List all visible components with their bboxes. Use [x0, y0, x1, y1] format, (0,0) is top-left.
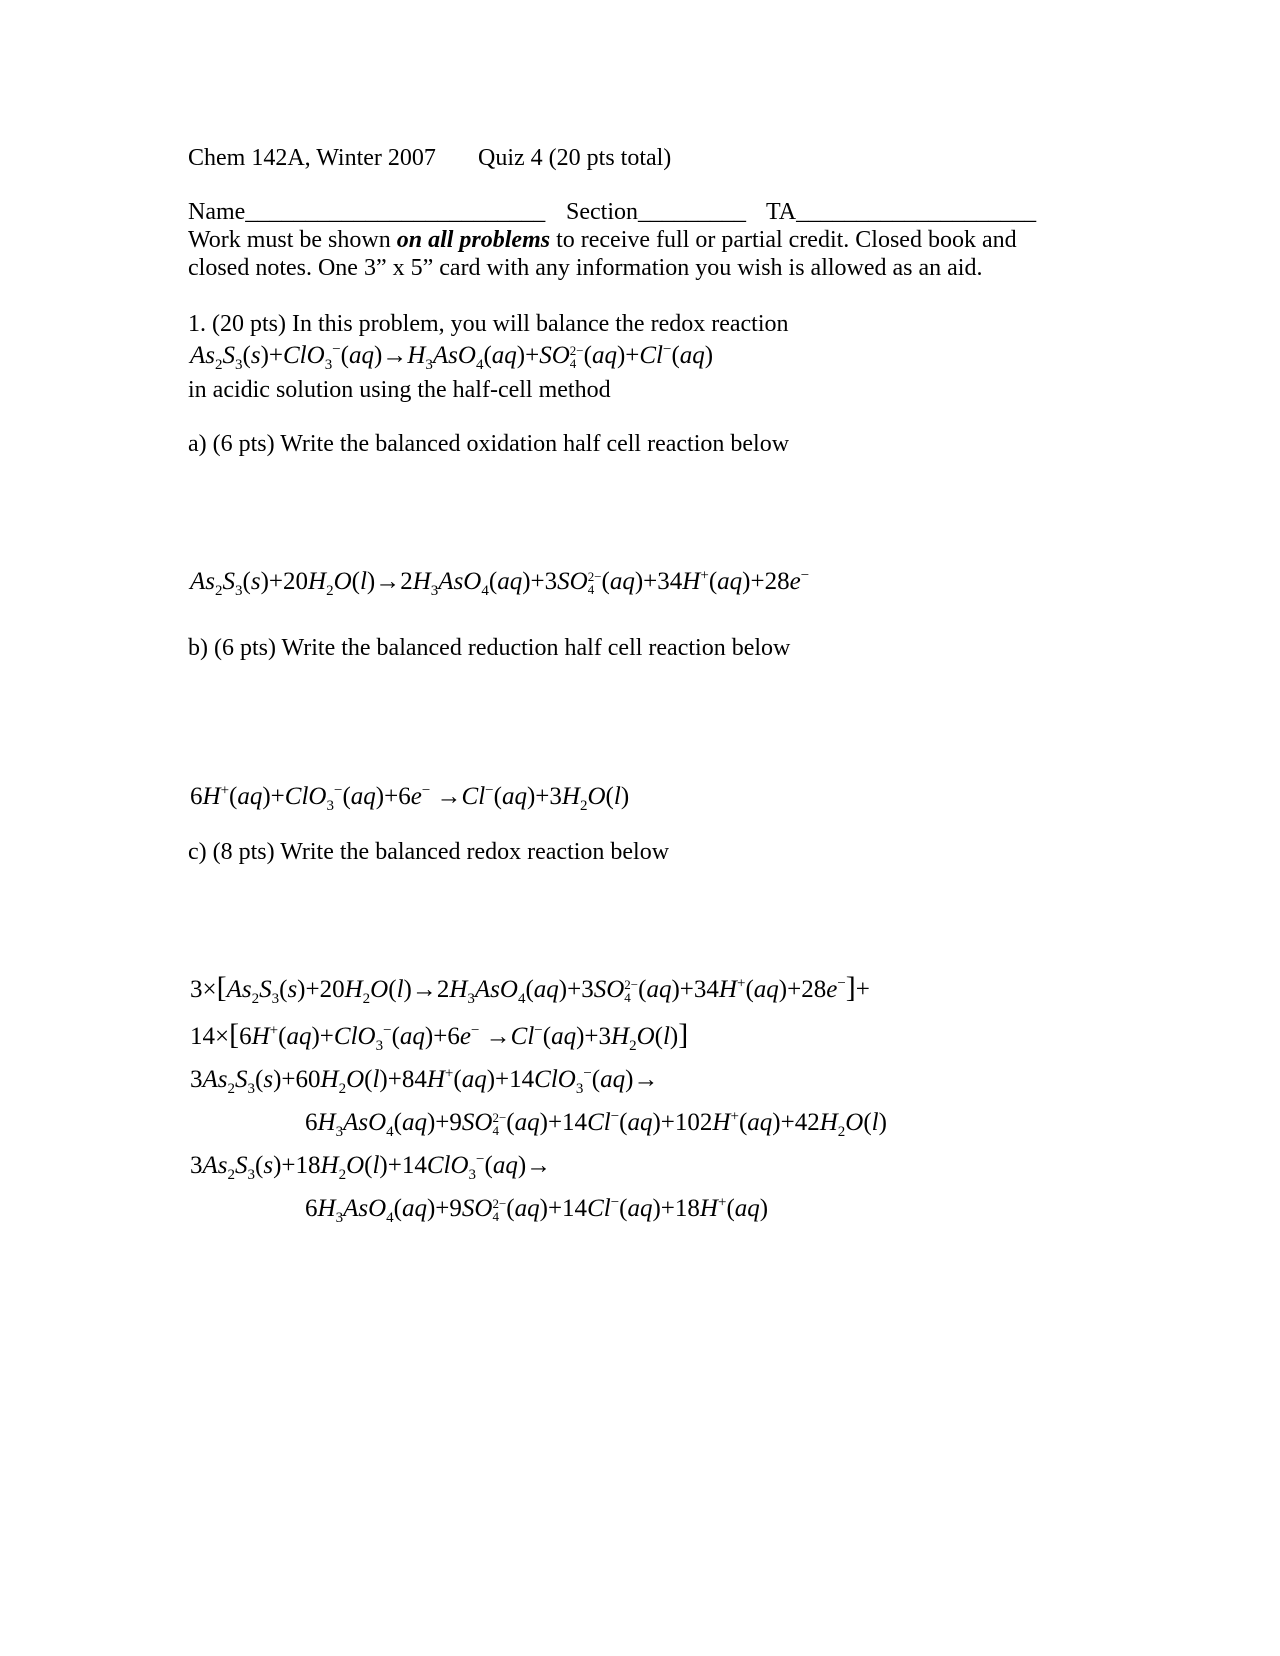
- redox-line-5: $3As_2S_3(s)+18H_2O(l)+14ClO_3^-(aq)\to$: [190, 1151, 552, 1183]
- redox-line-1: $3\times[As_2S_3(s)+20H_2O(l)\to 2H_3AsO_4(aq)+3SO$ 2− 4 (aq)+34H+(aq)+28e−]+: [190, 971, 870, 1007]
- reduction-half-reaction: $6H^+(aq)+ClO_3^-(aq)+6e^- \to Cl^-(aq)+3H_2O(l)$: [190, 782, 630, 814]
- instructions-emphasis: on all problems: [396, 227, 551, 253]
- oxidation-half-reaction: $As_2S_3(s)+20H_2O(l)\to 2H_3AsO_4(aq)+3SO$ 2− 4 (aq)+34H+(aq)+28e−: [190, 567, 810, 599]
- multiplier-fourteen: 14×: [190, 1023, 230, 1050]
- redox-line-2: $14\times[6H^+(aq)+ClO_3^-(aq)+6e^- \to Cl^-(aq)+3H_2O(l)]$: [190, 1018, 689, 1054]
- course-title: Chem 142A, Winter 2007: [188, 145, 436, 171]
- problem-intro: 1. (20 pts) In this problem, you will balance the redox reaction: [188, 311, 789, 337]
- arrow-1: →: [633, 1066, 659, 1093]
- ta-field[interactable]: TA____________________: [766, 199, 1037, 225]
- section-field[interactable]: Section_________: [566, 199, 746, 225]
- unbalanced-equation: $As_2S_3(s)+ClO_3^-(aq)\to H_3AsO_4(aq)+SO$ 2− 4 (aq)+Cl−(aq): [190, 341, 714, 373]
- plus-sign: +: [855, 976, 870, 1003]
- instructions-line-2: closed notes. One 3” x 5” card with any information you wish is allowed as an aid.: [188, 255, 983, 281]
- part-b-prompt: b) (6 pts) Write the balanced reduction half cell reaction below: [188, 635, 791, 661]
- part-c-prompt: c) (8 pts) Write the balanced redox reaction below: [188, 839, 670, 865]
- problem-condition: in acidic solution using the half-cell method: [188, 377, 611, 403]
- instructions-line-1: [188, 226, 1017, 254]
- multiplier-three: 3×: [190, 976, 217, 1003]
- instructions-text-a: Work must be shown: [188, 227, 397, 253]
- redox-line-4: $6H_3AsO_4(aq)+9SO$ 2− 4 $(aq)+14Cl^-(aq)+102H^+(aq)+42H_2O(l)$: [305, 1108, 887, 1140]
- instructions-text-b: to receive full or partial credit. Closed book and: [550, 227, 1017, 253]
- redox-line-3: $3As_2S_3(s)+60H_2O(l)+84H^+(aq)+14ClO_3^-(aq)\to$: [190, 1065, 659, 1097]
- name-field[interactable]: Name_________________________: [188, 199, 546, 225]
- redox-line-6: $6H_3AsO_4(aq)+9SO$ 2− 4 (aq)+14Cl−(aq)+18H+(aq): [305, 1194, 769, 1226]
- part-a-prompt: a) (6 pts) Write the balanced oxidation half cell reaction below: [188, 431, 790, 457]
- arrow-2: →: [526, 1152, 552, 1179]
- quiz-title: Quiz 4 (20 pts total): [478, 145, 672, 171]
